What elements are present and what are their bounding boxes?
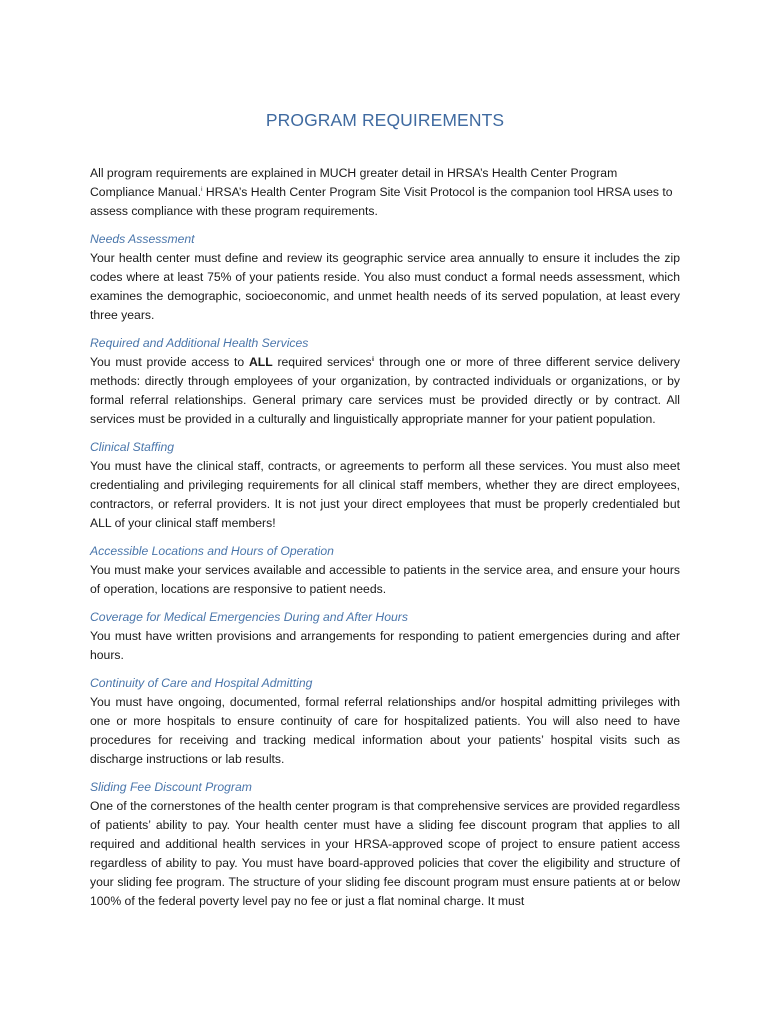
intro-text-part2: HRSA’s Health Center Program Site Visit Protocol is the companion tool HRSA uses to assess compliance with these program requirements. xyxy=(90,185,673,218)
section-body-emergency-coverage: You must have written provisions and arrangements for responding to patient emergencies during and after hours. xyxy=(90,629,680,662)
intro-footnote-ref: i xyxy=(201,186,203,193)
section-heading-sliding-fee: Sliding Fee Discount Program xyxy=(90,780,252,794)
section-accessible-locations xyxy=(90,542,680,599)
section-heading-health-services: Required and Additional Health Services xyxy=(90,336,309,350)
services-text-post: through one or more of three different service delivery methods: directly through employees of your organization, by contracted individuals or organizations, or by formal referral relationships. General primary care services must be provided directly or by contract. All services must be provided in a culturally and linguistically appropriate manner for your patient population. xyxy=(90,355,681,426)
section-continuity-of-care xyxy=(90,674,680,769)
section-heading-emergency-coverage: Coverage for Medical Emergencies During and After Hours xyxy=(90,610,408,624)
services-text-pre: You must provide access to xyxy=(90,355,249,369)
services-footnote-ref: ii xyxy=(371,356,375,363)
section-emergency-coverage xyxy=(90,608,680,665)
section-heading-clinical-staffing: Clinical Staffing xyxy=(90,440,174,454)
section-health-services xyxy=(90,334,680,429)
document-body xyxy=(90,164,680,920)
intro-text-part1: All program requirements are explained in MUCH greater detail in HRSA’s Health Center Program Compliance Manual. xyxy=(90,166,618,199)
section-body-sliding-fee: One of the cornerstones of the health center program is that comprehensive services are provided regardless of patients’ ability to pay. Your health center must have a sliding fee discount program that applies to all required and additional health services in your HRSA-approved scope of project to ensure patient access regardless of ability to pay. You must have board-approved policies that cover the eligibility and structure of your sliding fee program. The structure of your sliding fee discount program must ensure patients at or below 100% of the federal poverty level pay no fee or just a flat nominal charge. It must xyxy=(90,799,680,908)
section-needs-assessment xyxy=(90,230,680,325)
section-heading-accessible-locations: Accessible Locations and Hours of Operation xyxy=(90,544,334,558)
section-body-accessible-locations: You must make your services available and accessible to patients in the service area, and ensure your hours of operation, locations are responsive to patient needs. xyxy=(90,563,680,596)
services-text-mid: required services xyxy=(272,355,372,369)
section-clinical-staffing xyxy=(90,438,680,533)
section-heading-continuity-of-care: Continuity of Care and Hospital Admitting xyxy=(90,676,313,690)
section-heading-needs-assessment: Needs Assessment xyxy=(90,232,195,246)
services-text-bold: ALL xyxy=(248,355,273,369)
section-body-needs-assessment: Your health center must define and review its geographic service area annually to ensure it includes the zip codes where at least 75% of your patients reside. You also must conduct a formal needs assessment, which examines the demographic, socioeconomic, and unmet health needs of its served population, at least every three years. xyxy=(90,251,680,322)
page-title: PROGRAM REQUIREMENTS xyxy=(265,110,505,130)
section-sliding-fee xyxy=(90,778,680,911)
section-body-clinical-staffing: You must have the clinical staff, contracts, or agreements to perform all these services. You must also meet credentialing and privileging requirements for all clinical staff members, whether they are direct employees, contractors, or referral providers. It is not just your direct employees that must be properly credentialed but ALL of your clinical staff members! xyxy=(90,459,680,530)
section-body-health-services xyxy=(90,353,680,429)
section-body-continuity-of-care: You must have ongoing, documented, formal referral relationships and/or hospital admitting privileges with one or more hospitals to ensure continuity of care for hospitalized patients. You will also need to have procedures for receiving and tracking medical information about your patients’ hospital visits such as discharge instructions or lab results. xyxy=(90,695,680,766)
intro-paragraph xyxy=(90,164,680,221)
